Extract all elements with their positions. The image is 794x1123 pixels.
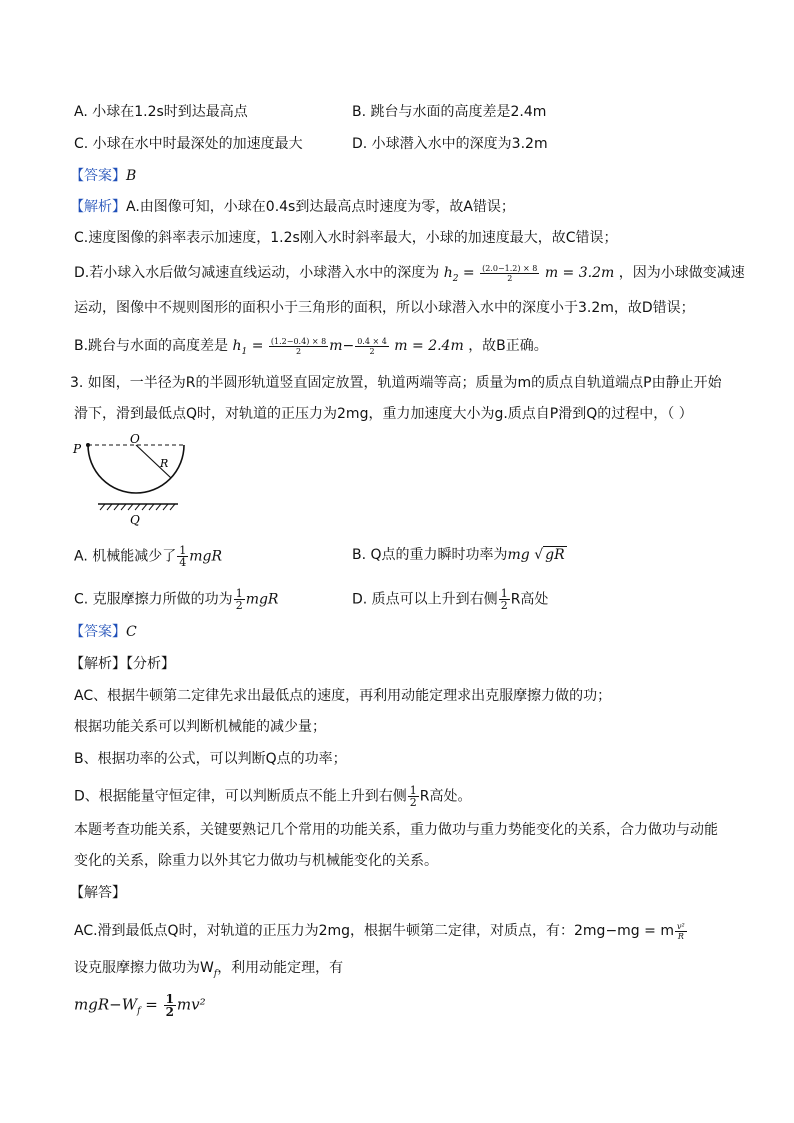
analysis-2-line-6: 变化的关系，除重力以外其它力做功与机械能变化的关系。 bbox=[74, 853, 438, 869]
fraction: $\frac{\text{v²}}{R}$ bbox=[676, 921, 685, 941]
ground-hatch bbox=[100, 504, 175, 510]
answer-value: C bbox=[126, 624, 137, 640]
analysis-line-1 bbox=[70, 197, 515, 217]
fraction: $\frac{1}{2}$ bbox=[500, 587, 508, 612]
formula-h1: $h_1$ = bbox=[232, 338, 268, 357]
solution-line-1: AC.滑到最低点Q时，对轨道的正压力为2mg，根据牛顿第二定律，对质点，有：2mg−mg = m $\frac{\text{v²}}{R}$ bbox=[74, 921, 685, 941]
question-3-line-2: 滑下，滑到最低点Q时，对轨道的正压力为2mg，重力加速度大小为g.质点自P滑到Q的过程中，（ ） bbox=[74, 406, 693, 422]
analysis-line-5: B.跳台与水面的高度差是 $h_1$ = $\frac{(1.2-0.4) \times 8}{2}$ m− $\frac{0.4 \times 4}{2}$ m = 2.4m ，故B正确。 bbox=[74, 336, 548, 357]
question-3-line-1: 3. 如图，一半径为R的半圆形轨道竖直固定放置，轨道两端等高；质量为m的质点自轨道端点P由静止开始 bbox=[70, 375, 722, 391]
analysis-2-line-5: 本题考查功能关系，关键要熟记几个常用的功能关系，重力做功与重力势能变化的关系，合力做功与动能 bbox=[74, 822, 718, 838]
analysis-tag: 【解析】 bbox=[70, 199, 126, 215]
option-d: D. 小球潜入水中的深度为3.2m bbox=[352, 136, 548, 152]
answer-value: B bbox=[126, 168, 137, 184]
analysis-text: ，因为小球做变减速 bbox=[618, 265, 745, 281]
semicircle-track-figure bbox=[68, 432, 192, 528]
fraction: $\frac{1}{2}$ bbox=[235, 587, 243, 612]
solution-line-2: 设克服摩擦力做功为$W_f$，利用动能定理，有 bbox=[74, 960, 344, 979]
label-r: R bbox=[160, 457, 169, 470]
analysis-2-line-1: AC、根据牛顿第二定律先求出最低点的速度，再利用动能定理求出克服摩擦力做的功； bbox=[74, 688, 612, 704]
fraction: $\frac{1}{4}$ bbox=[179, 544, 187, 569]
solution-tag: 【解答】 bbox=[70, 885, 126, 901]
analysis-line-3 bbox=[74, 263, 745, 289]
analysis-text: D.若小球入水后做匀减速直线运动，小球潜入水中的深度为 bbox=[74, 265, 440, 281]
track-arc bbox=[88, 445, 184, 493]
fraction: $\frac{1}{2}$ bbox=[409, 784, 417, 809]
analysis-line-4: 运动，图像中不规则图形的面积小于三角形的面积，所以小球潜入水中的深度小于3.2m，故D错误； bbox=[74, 300, 695, 316]
fraction: $\frac{1}{2}$ bbox=[165, 992, 174, 1019]
formula-h2: $h_2$ = bbox=[443, 265, 480, 284]
formula-result: m = 3.2m bbox=[544, 265, 615, 281]
label-p: P bbox=[73, 442, 82, 456]
analysis-line-2: C.速度图像的斜率表示加速度，1.2s刚入水时斜率最大，小球的加速度最大，故C错误； bbox=[74, 230, 618, 246]
analysis-text: A.由图像可知，小球在0.4s到达最高点时速度为零，故A错误； bbox=[126, 199, 515, 215]
q3-option-a: A. 机械能减少了 $\frac{1}{4}$ mgR bbox=[74, 544, 223, 569]
option-a: A. 小球在1.2s时到达最高点 bbox=[74, 104, 248, 120]
solution-line-3: $mgR-W_f$ = $\frac{1}{2}$ mv² bbox=[74, 992, 206, 1019]
option-b: B. 跳台与水面的高度差是2.4m bbox=[352, 104, 547, 120]
q3-option-b: B. Q点的重力瞬时功率为mg √ gR bbox=[352, 547, 565, 563]
analysis-text: ，故B正确。 bbox=[468, 338, 548, 354]
q3-option-d: D. 质点可以上升到右侧 $\frac{1}{2}$ R高处 bbox=[352, 587, 549, 612]
answer-tag: 【答案】 bbox=[70, 168, 126, 184]
fraction: $\frac{(2.0-1.2) \times 8}{2}$ bbox=[482, 263, 538, 283]
label-q: Q bbox=[130, 513, 140, 527]
analysis-2-line-4: D、根据能量守恒定律，可以判断质点不能上升到右侧 $\frac{1}{2}$ R高处。 bbox=[74, 784, 472, 809]
fraction: $\frac{(1.2-0.4) \times 8}{2}$ bbox=[270, 336, 327, 356]
analysis-2-line-3: B、根据功率的公式，可以判断Q点的功率； bbox=[74, 751, 347, 767]
point-p-dot bbox=[86, 443, 90, 447]
analysis-text: B.跳台与水面的高度差是 bbox=[74, 338, 229, 354]
analysis-2-tag: 【解析】【分析】 bbox=[70, 656, 175, 672]
analysis-2-line-2: 根据功能关系可以判断机械能的减少量； bbox=[74, 719, 326, 735]
answer-1 bbox=[70, 166, 136, 186]
answer-2 bbox=[70, 622, 137, 642]
label-o: O bbox=[130, 432, 140, 446]
option-c: C. 小球在水中时最深处的加速度最大 bbox=[74, 136, 303, 152]
answer-tag: 【答案】 bbox=[70, 624, 126, 640]
formula-result: m = 2.4m bbox=[394, 338, 464, 354]
q3-option-c: C. 克服摩擦力所做的功为 $\frac{1}{2}$ mgR bbox=[74, 587, 279, 612]
fraction: $\frac{0.4 \times 4}{2}$ bbox=[357, 336, 387, 356]
